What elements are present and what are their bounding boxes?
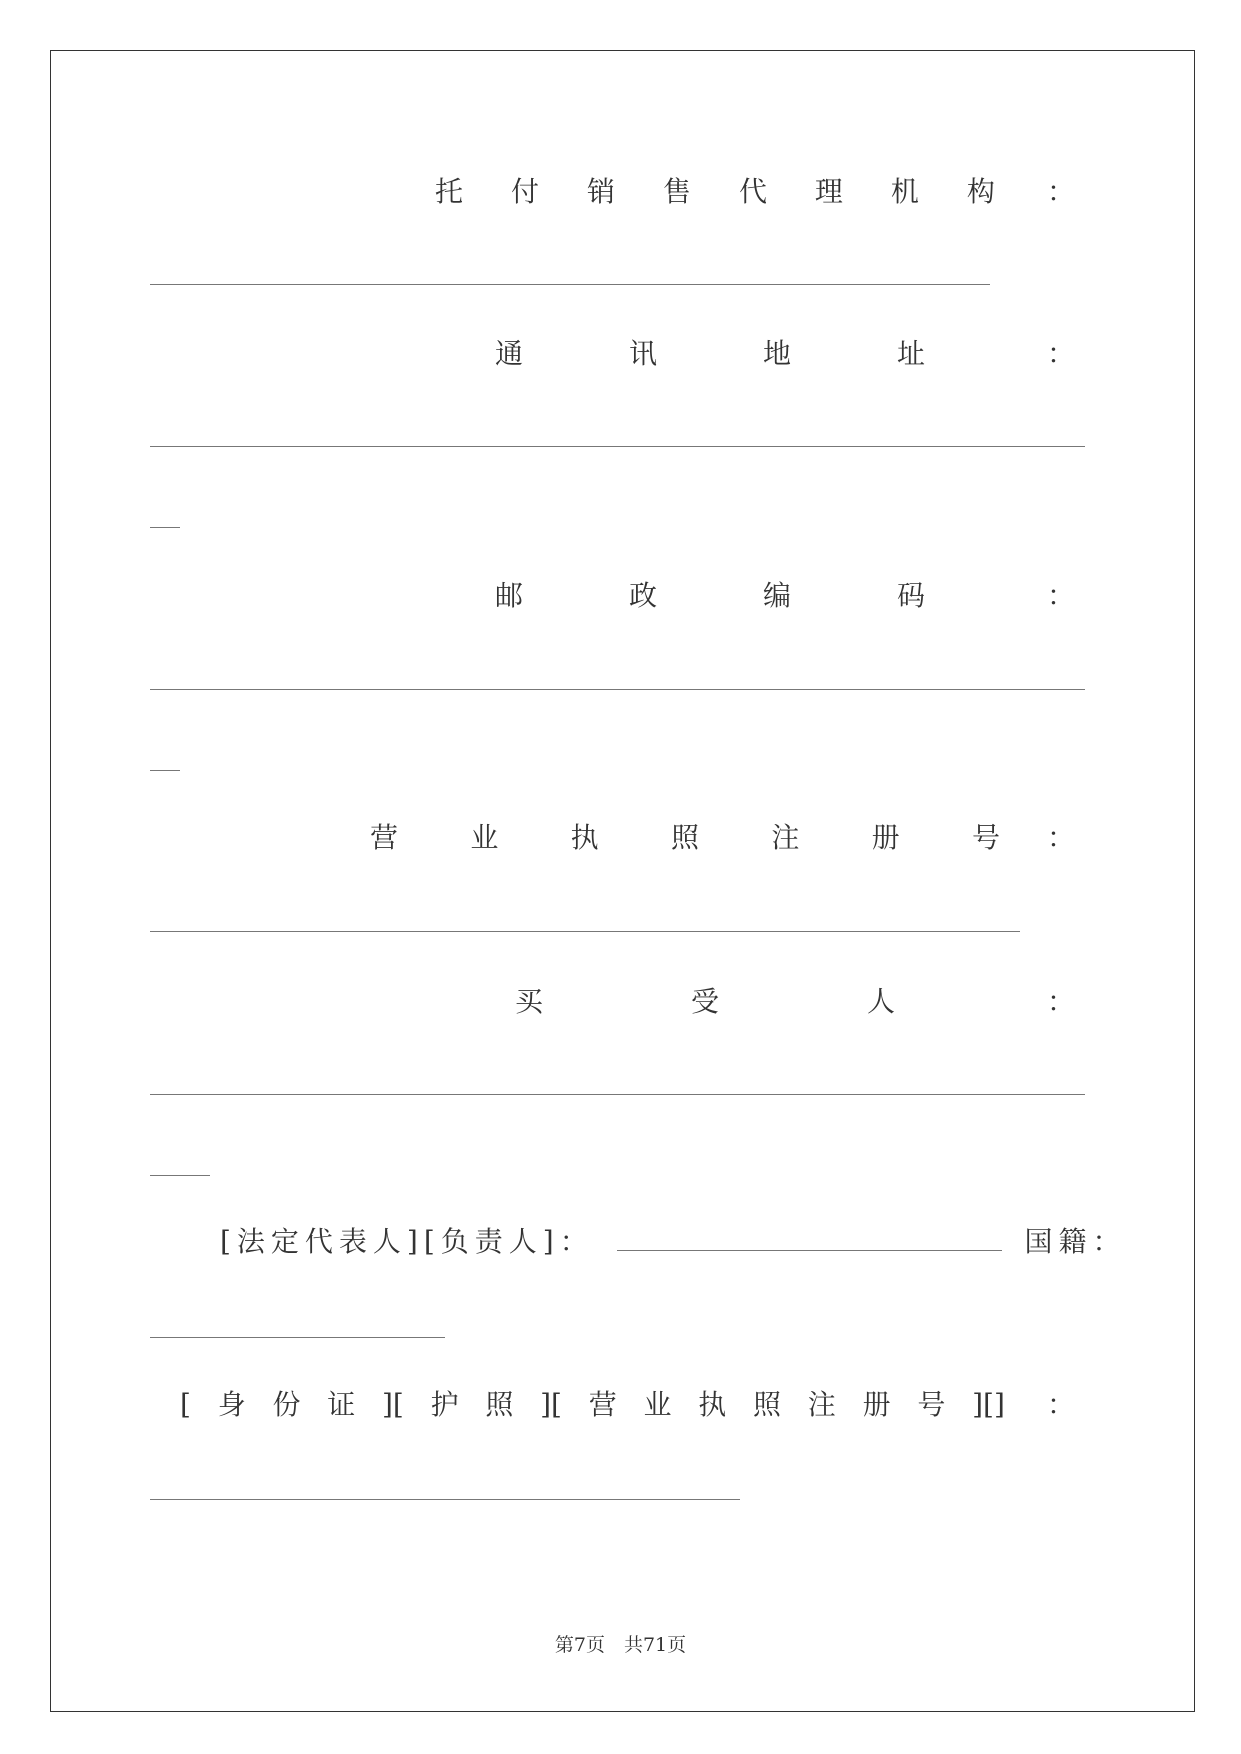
nationality-label: 国籍： bbox=[1024, 1225, 1127, 1258]
license-char: 照 bbox=[670, 821, 699, 854]
id-char: 册 bbox=[862, 1388, 891, 1421]
id-char: [ bbox=[180, 1388, 191, 1421]
id-char: 号 bbox=[917, 1388, 946, 1421]
id-char: ][ bbox=[540, 1388, 562, 1421]
legal-rep-label: [法定代表人][负责人]： bbox=[220, 1225, 594, 1258]
postcode-blank[interactable] bbox=[150, 689, 1085, 690]
agency-char: 销 bbox=[586, 175, 615, 208]
address-blank-cont[interactable] bbox=[150, 527, 180, 528]
id-label-row bbox=[150, 1385, 1075, 1425]
agency-char: 托 bbox=[435, 175, 464, 208]
agency-label bbox=[435, 172, 995, 212]
postcode-colon: ： bbox=[1046, 579, 1075, 612]
id-char: 业 bbox=[643, 1388, 672, 1421]
id-char: ][ bbox=[381, 1388, 404, 1421]
postcode-char: 码 bbox=[896, 579, 925, 612]
agency-char: 售 bbox=[662, 175, 691, 208]
license-char: 号 bbox=[971, 821, 1000, 854]
legal-rep-row bbox=[220, 1222, 1127, 1262]
postcode-char: 编 bbox=[762, 579, 791, 612]
id-colon: ： bbox=[1046, 1388, 1075, 1421]
address-colon: ： bbox=[1046, 337, 1075, 370]
agency-char: 付 bbox=[510, 175, 539, 208]
nationality-blank[interactable] bbox=[150, 1337, 445, 1338]
id-char: 护 bbox=[430, 1388, 459, 1421]
page-border bbox=[50, 50, 1195, 1712]
license-label-row bbox=[150, 818, 1075, 858]
id-blank[interactable] bbox=[150, 1499, 740, 1500]
id-char: ][] bbox=[972, 1388, 1005, 1421]
buyer-blank-cont[interactable] bbox=[150, 1175, 210, 1176]
id-char: 营 bbox=[588, 1388, 617, 1421]
id-char: 执 bbox=[698, 1388, 727, 1421]
buyer-colon: ： bbox=[1046, 985, 1075, 1018]
buyer-label-row bbox=[150, 982, 1075, 1022]
postcode-blank-cont[interactable] bbox=[150, 770, 180, 771]
id-char: 照 bbox=[753, 1388, 782, 1421]
id-char: 注 bbox=[807, 1388, 836, 1421]
postcode-char: 政 bbox=[628, 579, 657, 612]
postcode-char: 邮 bbox=[495, 579, 524, 612]
id-char: 身 bbox=[217, 1388, 246, 1421]
buyer-char: 买 bbox=[515, 985, 544, 1018]
license-char: 执 bbox=[570, 821, 599, 854]
agency-char: 代 bbox=[738, 175, 767, 208]
license-char: 注 bbox=[771, 821, 800, 854]
address-char: 讯 bbox=[628, 337, 657, 370]
license-blank[interactable] bbox=[150, 931, 1020, 932]
address-char: 址 bbox=[896, 337, 925, 370]
address-char: 通 bbox=[495, 337, 524, 370]
agency-blank[interactable] bbox=[150, 284, 990, 285]
license-char: 册 bbox=[871, 821, 900, 854]
license-colon: ： bbox=[1046, 821, 1075, 854]
id-char: 照 bbox=[485, 1388, 514, 1421]
buyer-blank[interactable] bbox=[150, 1094, 1085, 1095]
license-char: 营 bbox=[370, 821, 399, 854]
agency-char: 构 bbox=[966, 175, 995, 208]
postcode-label-row bbox=[150, 576, 1075, 616]
id-char: 证 bbox=[327, 1388, 356, 1421]
agency-char: 理 bbox=[814, 175, 843, 208]
buyer-char: 人 bbox=[866, 985, 895, 1018]
agency-colon: ： bbox=[1046, 175, 1075, 208]
agency-label-row bbox=[150, 172, 1075, 212]
address-blank[interactable] bbox=[150, 446, 1085, 447]
page-footer: 第7页 共71页 bbox=[554, 1634, 687, 1656]
agency-char: 机 bbox=[890, 175, 919, 208]
license-char: 业 bbox=[470, 821, 499, 854]
address-char: 地 bbox=[762, 337, 791, 370]
id-char: 份 bbox=[272, 1388, 301, 1421]
address-label-row bbox=[150, 334, 1075, 374]
buyer-char: 受 bbox=[690, 985, 719, 1018]
legal-rep-blank[interactable] bbox=[617, 1228, 1002, 1251]
